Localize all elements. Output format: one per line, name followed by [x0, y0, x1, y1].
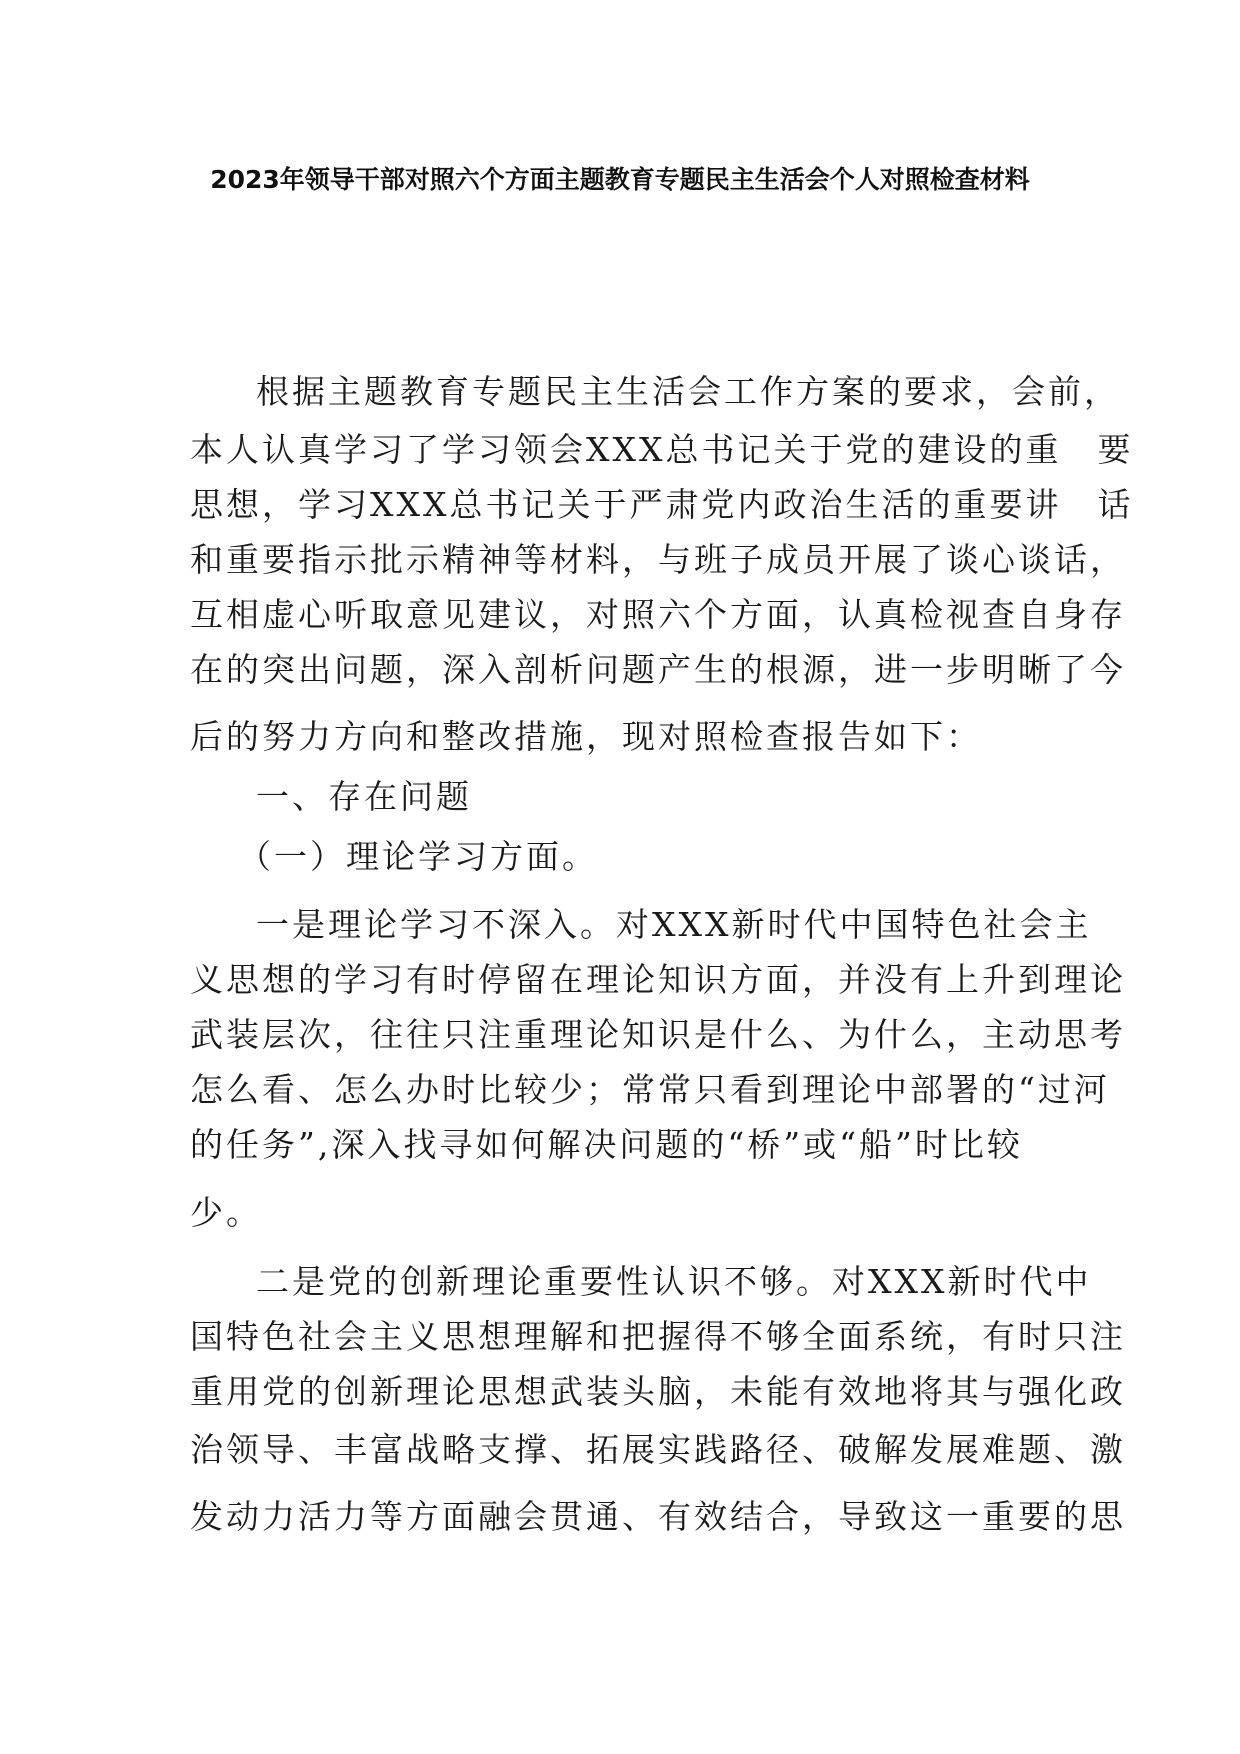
subsection-heading: （一）理论学习方面。	[238, 837, 598, 876]
paragraph-line: 发动力活力等方面融会贯通、有效结合，导致这一重要的思	[190, 1497, 1126, 1536]
paragraph-line: 少。	[190, 1193, 262, 1232]
paragraph-line: 思想，学习XXX总书记关于严肃党内政治生活的重要讲 话	[190, 485, 1134, 524]
paragraph-line: 本人认真学习了学习领会XXX总书记关于党的建设的重 要	[190, 430, 1134, 469]
paragraph-line: 互相虚心听取意见建议，对照六个方面，认真检视查自身存	[190, 595, 1126, 634]
paragraph-line: 国特色社会主义思想理解和把握得不够全面系统，有时只注	[190, 1317, 1126, 1356]
paragraph-line: 义思想的学习有时停留在理论知识方面，并没有上升到理论	[190, 960, 1126, 999]
paragraph-line: 后的努力方向和整改措施，现对照检查报告如下：	[190, 717, 982, 756]
document-title: 2023年领导干部对照六个方面主题教育专题民主生活会个人对照检查材料	[210, 165, 1030, 194]
paragraph-line: 的任务”,深入找寻如何解决问题的“桥”或“船”时比较	[190, 1125, 1023, 1164]
paragraph-line: 根据主题教育专题民主生活会工作方案的要求，会前，	[256, 372, 1120, 411]
paragraph-line: 治领导、丰富战略支撑、拓展实践路径、破解发展难题、激	[190, 1430, 1126, 1469]
paragraph-line: 二是党的创新理论重要性认识不够。对XXX新时代中	[256, 1262, 1092, 1301]
paragraph-line: 武装层次，往往只注重理论知识是什么、为什么，主动思考	[190, 1015, 1126, 1054]
paragraph-line: 和重要指示批示精神等材料，与班子成员开展了谈心谈话，	[190, 540, 1126, 579]
paragraph-line: 重用党的创新理论思想武装头脑，未能有效地将其与强化政	[190, 1372, 1126, 1411]
paragraph-line: 怎么看、怎么办时比较少；常常只看到理论中部署的“过河	[190, 1070, 1110, 1109]
section-heading: 一、存在问题	[256, 777, 472, 816]
paragraph-line: 在的突出问题，深入剖析问题产生的根源，进一步明晰了今	[190, 650, 1126, 689]
paragraph-line: 一是理论学习不深入。对XXX新时代中国特色社会主	[256, 905, 1092, 944]
